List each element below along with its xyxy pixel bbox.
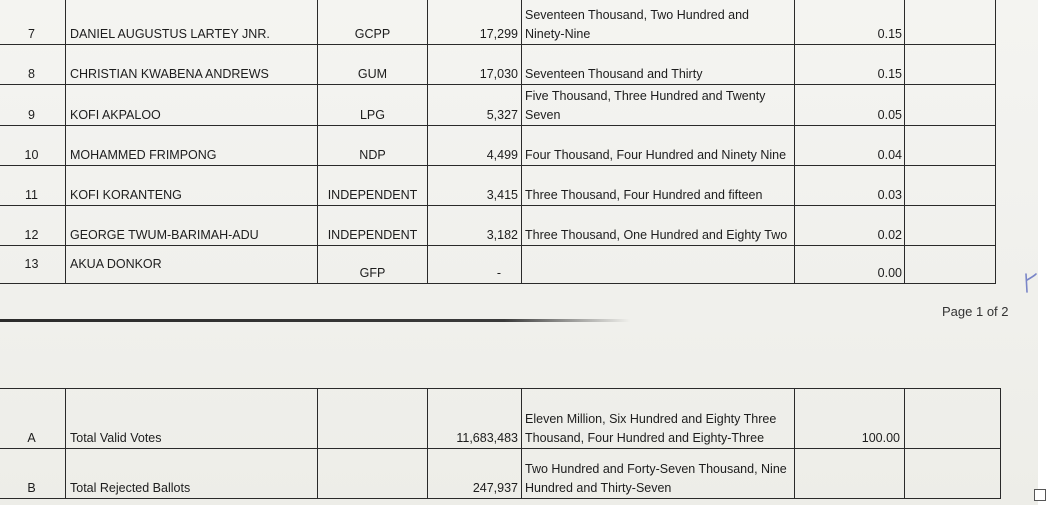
candidate-votes: 17,299	[428, 0, 522, 45]
total-code: B	[0, 449, 66, 499]
candidate-votes-words: Three Thousand, Four Hundred and fifteen	[522, 166, 795, 206]
blank-cell	[905, 389, 1001, 449]
candidate-party: NDP	[318, 126, 428, 166]
candidate-party: GUM	[318, 45, 428, 85]
table-row	[0, 246, 996, 284]
candidate-name: MOHAMMED FRIMPONG	[66, 126, 318, 166]
candidate-party: INDEPENDENT	[318, 166, 428, 206]
candidate-votes: -	[428, 246, 522, 284]
candidate-name: KOFI AKPALOO	[66, 85, 318, 126]
total-votes: 247,937	[428, 449, 522, 499]
candidate-percent: 0.03	[795, 166, 905, 206]
blank-cell	[905, 246, 996, 284]
candidate-number: 10	[0, 126, 66, 166]
table-row	[0, 126, 996, 166]
candidate-number: 11	[0, 166, 66, 206]
candidate-percent: 0.04	[795, 126, 905, 166]
total-code: A	[0, 389, 66, 449]
blank-cell	[905, 85, 996, 126]
total-votes-words: Two Hundred and Forty-Seven Thousand, Nine Hundred and Thirty-Seven	[522, 449, 795, 499]
candidate-percent: 0.05	[795, 85, 905, 126]
candidate-votes-words: Five Thousand, Three Hundred and Twenty Seven	[522, 85, 795, 126]
candidate-votes-words: Four Thousand, Four Hundred and Ninety Nine	[522, 126, 795, 166]
table-row	[0, 206, 996, 246]
candidate-votes-words: Seventeen Thousand and Thirty	[522, 45, 795, 85]
blank-cell	[318, 389, 428, 449]
candidate-votes-words: Seventeen Thousand, Two Hundred and Ninety-Nine	[522, 0, 795, 45]
candidate-number: 8	[0, 45, 66, 85]
total-label: Total Valid Votes	[66, 389, 318, 449]
candidate-number: 9	[0, 85, 66, 126]
blank-cell	[318, 449, 428, 499]
candidate-party: INDEPENDENT	[318, 206, 428, 246]
candidate-votes-words: Three Thousand, One Hundred and Eighty Two	[522, 206, 795, 246]
pen-mark-icon	[1022, 272, 1040, 294]
candidate-number: 13	[0, 246, 66, 284]
candidate-percent: 0.15	[795, 45, 905, 85]
blank-cell	[905, 45, 996, 85]
total-percent: 100.00	[795, 389, 905, 449]
candidate-name: KOFI KORANTENG	[66, 166, 318, 206]
table-row	[0, 389, 1001, 449]
candidate-votes-words	[522, 246, 795, 284]
page-number: Page 1 of 2	[942, 304, 1009, 319]
table-row	[0, 449, 1001, 499]
candidate-party: LPG	[318, 85, 428, 126]
candidate-votes: 3,415	[428, 166, 522, 206]
blank-cell	[905, 449, 1001, 499]
candidate-votes: 4,499	[428, 126, 522, 166]
candidate-name: GEORGE TWUM-BARIMAH-ADU	[66, 206, 318, 246]
candidate-party: GFP	[318, 246, 428, 284]
section-divider	[0, 319, 630, 322]
candidate-name: AKUA DONKOR	[66, 246, 318, 284]
page-edge	[1038, 0, 1050, 505]
candidate-number: 7	[0, 0, 66, 45]
candidate-votes: 3,182	[428, 206, 522, 246]
candidate-name: CHRISTIAN KWABENA ANDREWS	[66, 45, 318, 85]
candidate-percent: 0.15	[795, 0, 905, 45]
total-votes: 11,683,483	[428, 389, 522, 449]
candidate-percent: 0.00	[795, 246, 905, 284]
resize-handle[interactable]	[1034, 489, 1046, 501]
candidate-name: DANIEL AUGUSTUS LARTEY JNR.	[66, 0, 318, 45]
total-votes-words: Eleven Million, Six Hundred and Eighty Three Thousand, Four Hundred and Eighty-Three	[522, 389, 795, 449]
table-row	[0, 0, 996, 45]
total-percent	[795, 449, 905, 499]
total-label: Total Rejected Ballots	[66, 449, 318, 499]
blank-cell	[905, 0, 996, 45]
blank-cell	[905, 166, 996, 206]
candidate-votes: 5,327	[428, 85, 522, 126]
table-row	[0, 166, 996, 206]
candidate-votes: 17,030	[428, 45, 522, 85]
totals-table	[0, 388, 1001, 499]
candidate-party: GCPP	[318, 0, 428, 45]
table-row	[0, 45, 996, 85]
blank-cell	[905, 126, 996, 166]
blank-cell	[905, 206, 996, 246]
candidate-number: 12	[0, 206, 66, 246]
candidate-percent: 0.02	[795, 206, 905, 246]
table-row	[0, 85, 996, 126]
